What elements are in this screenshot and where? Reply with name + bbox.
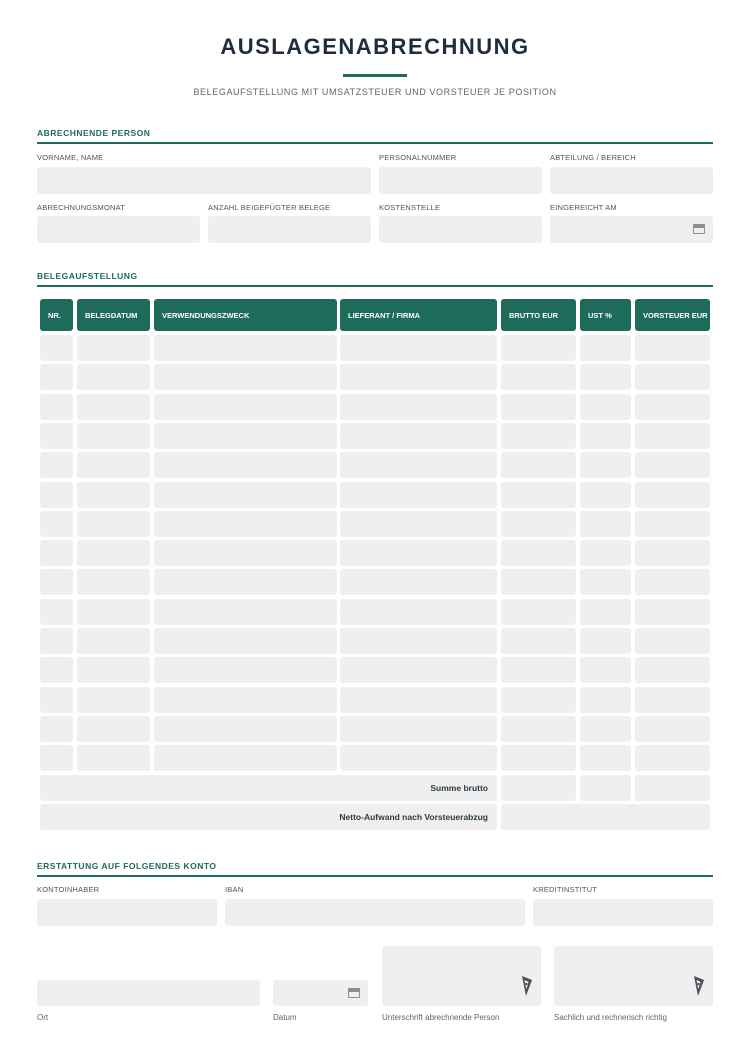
table-cell[interactable]: [580, 364, 631, 390]
name-label: VORNAME, NAME: [37, 153, 104, 162]
ort-field[interactable]: [37, 980, 260, 1006]
table-cell[interactable]: [154, 511, 337, 537]
table-cell[interactable]: [340, 423, 497, 449]
table-cell[interactable]: [501, 657, 576, 683]
table-cell[interactable]: [40, 540, 73, 566]
table-cell[interactable]: [154, 452, 337, 478]
table-cell[interactable]: [154, 687, 337, 713]
table-cell[interactable]: [580, 482, 631, 508]
table-cell[interactable]: [154, 423, 337, 449]
table-cell[interactable]: [40, 716, 73, 742]
page-title: AUSLAGENABRECHNUNG: [220, 34, 530, 59]
table-cell[interactable]: [635, 364, 710, 390]
section-title-konto: ERSTATTUNG AUF FOLGENDES KONTO: [37, 861, 217, 871]
table-cell[interactable]: [40, 452, 73, 478]
table-cell[interactable]: [635, 687, 710, 713]
column-header: NR.: [40, 299, 73, 331]
abteilung-field[interactable]: [550, 167, 713, 194]
monat-label: ABRECHNUNGSMONAT: [37, 203, 126, 212]
section-title-belege: BELEGAUFSTELLUNG: [37, 271, 138, 281]
iban-label: IBAN: [225, 885, 244, 894]
table-cell[interactable]: [635, 540, 710, 566]
monat-field[interactable]: [37, 216, 200, 243]
table-cell[interactable]: [635, 657, 710, 683]
table-cell[interactable]: [580, 599, 631, 625]
table-cell[interactable]: [340, 511, 497, 537]
table-cell[interactable]: [580, 657, 631, 683]
table-cell[interactable]: [154, 716, 337, 742]
table-cell[interactable]: [501, 687, 576, 713]
eingereicht-field[interactable]: [550, 216, 713, 243]
table-cell[interactable]: [635, 511, 710, 537]
section-divider: [37, 875, 713, 877]
table-cell[interactable]: [580, 423, 631, 449]
column-header: VERWENDUNGSZWECK: [154, 299, 337, 331]
table-cell[interactable]: [154, 335, 337, 361]
calendar-icon[interactable]: [348, 988, 360, 998]
table-cell[interactable]: [501, 364, 576, 390]
table-cell[interactable]: [501, 745, 576, 771]
table-cell[interactable]: [77, 394, 150, 420]
table-cell[interactable]: [340, 452, 497, 478]
table-cell[interactable]: [154, 628, 337, 654]
table-cell[interactable]: [77, 657, 150, 683]
table-cell[interactable]: [340, 745, 497, 771]
sachlich-field[interactable]: [554, 946, 713, 1006]
table-cell[interactable]: [154, 364, 337, 390]
kreditinstitut-field[interactable]: [533, 899, 713, 926]
table-cell[interactable]: [635, 452, 710, 478]
table-cell[interactable]: [154, 482, 337, 508]
anzahl-field[interactable]: [208, 216, 371, 243]
table-cell[interactable]: [77, 511, 150, 537]
table-cell[interactable]: [501, 335, 576, 361]
title-underline: [343, 74, 407, 77]
table-cell[interactable]: [580, 335, 631, 361]
table-cell[interactable]: [635, 745, 710, 771]
table-cell[interactable]: [77, 569, 150, 595]
table-cell[interactable]: [501, 628, 576, 654]
personalnummer-field[interactable]: [379, 167, 542, 194]
table-cell[interactable]: [40, 394, 73, 420]
anzahl-label: ANZAHL BEIGEFÜGTER BELEGE: [208, 203, 331, 212]
pen-nib-icon: [692, 975, 706, 997]
table-cell[interactable]: [77, 364, 150, 390]
table-cell[interactable]: [40, 423, 73, 449]
table-cell[interactable]: [77, 335, 150, 361]
table-cell[interactable]: [635, 482, 710, 508]
unterschrift-field[interactable]: [382, 946, 541, 1006]
table-cell[interactable]: [635, 599, 710, 625]
table-cell[interactable]: [635, 716, 710, 742]
column-header: VORSTEUER EUR: [635, 299, 710, 331]
kostenstelle-label: KOSTENSTELLE: [379, 203, 441, 212]
table-cell[interactable]: [154, 657, 337, 683]
datum-label: Datum: [273, 1013, 297, 1022]
calendar-icon[interactable]: [693, 224, 705, 234]
table-cell[interactable]: [77, 540, 150, 566]
kostenstelle-field[interactable]: [379, 216, 542, 243]
page-subtitle: BELEGAUFSTELLUNG MIT UMSATZSTEUER UND VORSTEUER JE POSITION: [193, 87, 557, 97]
table-cell[interactable]: [635, 335, 710, 361]
table-cell[interactable]: [340, 482, 497, 508]
table-cell[interactable]: [501, 540, 576, 566]
section-divider: [37, 285, 713, 287]
column-header: UST %: [580, 299, 631, 331]
sachlich-label: Sachlich und rechnerisch richtig: [554, 1013, 667, 1022]
table-cell[interactable]: [501, 452, 576, 478]
table-cell[interactable]: [501, 599, 576, 625]
ort-label: Ort: [37, 1013, 49, 1022]
summe-brutto-label: Summe brutto: [40, 775, 497, 801]
table-cell[interactable]: [154, 569, 337, 595]
summe-cell[interactable]: [501, 775, 576, 801]
table-cell[interactable]: [154, 540, 337, 566]
table-cell[interactable]: [580, 745, 631, 771]
table-cell[interactable]: [501, 716, 576, 742]
table-cell[interactable]: [77, 482, 150, 508]
table-cell[interactable]: [40, 745, 73, 771]
kontoinhaber-label: KONTOINHABER: [37, 885, 100, 894]
table-cell[interactable]: [340, 599, 497, 625]
table-cell[interactable]: [580, 394, 631, 420]
table-cell[interactable]: [40, 482, 73, 508]
table-cell[interactable]: [635, 423, 710, 449]
summe-cell[interactable]: [580, 775, 631, 801]
table-cell[interactable]: [154, 599, 337, 625]
table-cell[interactable]: [77, 423, 150, 449]
table-cell[interactable]: [501, 511, 576, 537]
pen-nib-icon: [520, 975, 534, 997]
section-divider: [37, 142, 713, 144]
table-cell[interactable]: [340, 569, 497, 595]
table-cell[interactable]: [580, 540, 631, 566]
table-cell[interactable]: [77, 745, 150, 771]
table-cell[interactable]: [635, 569, 710, 595]
column-header: BRUTTO EUR: [501, 299, 576, 331]
table-cell[interactable]: [40, 511, 73, 537]
table-cell[interactable]: [501, 423, 576, 449]
table-cell[interactable]: [340, 364, 497, 390]
table-cell[interactable]: [580, 716, 631, 742]
netto-label: Netto-Aufwand nach Vorsteuerabzug: [40, 804, 497, 830]
table-cell[interactable]: [77, 452, 150, 478]
table-cell[interactable]: [580, 452, 631, 478]
table-cell[interactable]: [580, 511, 631, 537]
table-cell[interactable]: [77, 599, 150, 625]
table-cell[interactable]: [635, 628, 710, 654]
table-cell[interactable]: [580, 628, 631, 654]
personalnummer-label: PERSONALNUMMER: [379, 153, 457, 162]
table-cell[interactable]: [635, 394, 710, 420]
kreditinstitut-label: KREDITINSTITUT: [533, 885, 598, 894]
table-cell[interactable]: [40, 335, 73, 361]
table-cell[interactable]: [580, 569, 631, 595]
column-header: LIEFERANT / FIRMA: [340, 299, 497, 331]
section-title-person: ABRECHNENDE PERSON: [37, 128, 151, 138]
table-cell[interactable]: [40, 569, 73, 595]
abteilung-label: ABTEILUNG / BEREICH: [550, 153, 636, 162]
table-cell[interactable]: [40, 687, 73, 713]
table-cell[interactable]: [77, 687, 150, 713]
table-cell[interactable]: [154, 745, 337, 771]
name-field[interactable]: [37, 167, 371, 194]
table-cell[interactable]: [501, 482, 576, 508]
kontoinhaber-field[interactable]: [37, 899, 217, 926]
table-cell[interactable]: [340, 394, 497, 420]
table-cell[interactable]: [77, 716, 150, 742]
table-cell[interactable]: [501, 394, 576, 420]
table-cell[interactable]: [340, 540, 497, 566]
table-cell[interactable]: [40, 628, 73, 654]
summe-cell[interactable]: [635, 775, 710, 801]
table-cell[interactable]: [580, 687, 631, 713]
table-cell[interactable]: [77, 628, 150, 654]
table-cell[interactable]: [40, 657, 73, 683]
iban-field[interactable]: [225, 899, 525, 926]
table-cell[interactable]: [501, 569, 576, 595]
eingereicht-label: EINGEREICHT AM: [550, 203, 617, 212]
table-cell[interactable]: [340, 716, 497, 742]
table-cell[interactable]: [340, 687, 497, 713]
table-cell[interactable]: [40, 599, 73, 625]
table-cell[interactable]: [154, 394, 337, 420]
table-cell[interactable]: [340, 335, 497, 361]
table-cell[interactable]: [340, 628, 497, 654]
table-cell[interactable]: [40, 364, 73, 390]
netto-value-field[interactable]: [501, 804, 710, 830]
column-header: BELEGDATUM: [77, 299, 150, 331]
table-cell[interactable]: [340, 657, 497, 683]
unterschrift-label: Unterschrift abrechnende Person: [382, 1013, 500, 1022]
